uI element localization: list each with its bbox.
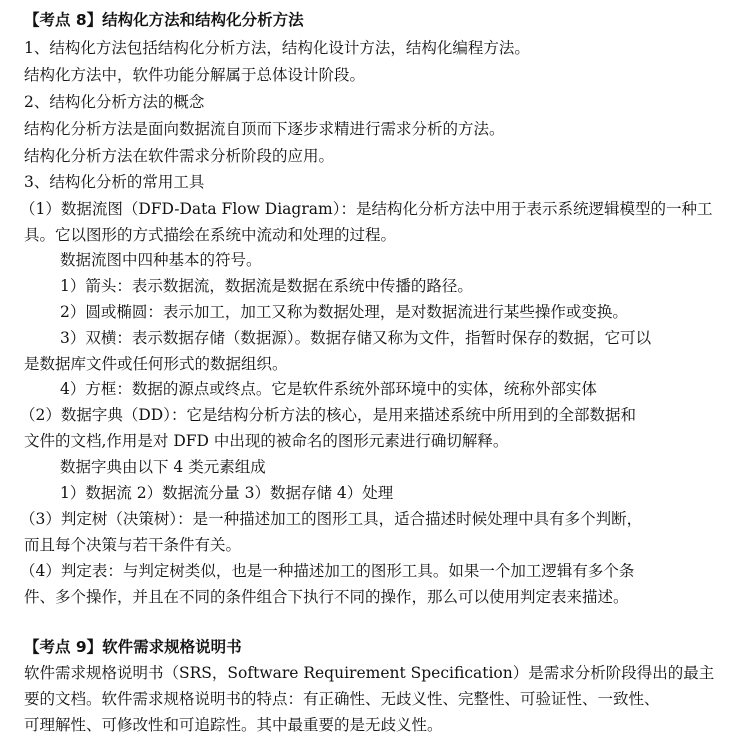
text-line: 是数据库文件或任何形式的数据组织。	[24, 355, 288, 373]
text-line: 结构化分析方法是面向数据流自顶而下逐步求精进行需求分析的方法。	[24, 120, 505, 138]
section9-heading: 【考点 9】软件需求规格说明书	[24, 638, 242, 656]
text-line: 数据流图中四种基本的符号。	[60, 251, 262, 269]
text-line: 4）方框：数据的源点或终点。它是软件系统外部环境中的实体，统称外部实体	[60, 380, 597, 398]
text-line: （2）数据字典（DD）：它是结构分析方法的核心，是用来描述系统中所用到的全部数据和	[20, 406, 636, 424]
text-line: 1）数据流 2）数据流分量 3）数据存储 4）处理	[60, 484, 394, 502]
text-line: 要的文档。软件需求规格说明书的特点：有正确性、无歧义性、完整性、可验证性、一致性、	[24, 690, 660, 708]
text-line: 而且每个决策与若干条件有关。	[24, 536, 242, 554]
text-line: （1）数据流图（DFD-Data Flow Diagram）：是结构化分析方法中用于表示系统逻辑模型的一种工	[20, 200, 713, 218]
text-line: 结构化分析方法在软件需求分析阶段的应用。	[24, 147, 335, 165]
text-line: 2）圆或椭圆：表示加工，加工又称为数据处理，是对数据流进行某些操作或变换。	[60, 303, 628, 321]
text-line: 1、结构化方法包括结构化分析方法，结构化设计方法，结构化编程方法。	[24, 39, 530, 57]
text-line: （4）判定表：与判定树类似，也是一种描述加工的图形工具。如果一个加工逻辑有多个条	[20, 562, 635, 580]
text-line: 具。它以图形的方式描绘在系统中流动和处理的过程。	[24, 226, 397, 244]
text-line: 3）双横：表示数据存储（数据源）。数据存储又称为文件，指暂时保存的数据，它可以	[60, 329, 652, 347]
text-line: 3、结构化分析的常用工具	[24, 173, 205, 191]
text-line: （3）判定树（决策树）：是一种描述加工的图形工具，适合描述时候处理中具有多个判断，	[20, 510, 643, 528]
text-line: 1）箭头：表示数据流，数据流是数据在系统中传播的路径。	[60, 277, 473, 295]
text-line: 可理解性、可修改性和可追踪性。其中最重要的是无歧义性。	[24, 716, 443, 734]
text-line: 件、多个操作，并且在不同的条件组合下执行不同的操作，那么可以使用判定表来描述。	[24, 588, 629, 606]
text-line: 数据字典由以下 4 类元素组成	[60, 458, 266, 476]
text-line: 2、结构化分析方法的概念	[24, 93, 205, 111]
text-line: 结构化方法中，软件功能分解属于总体设计阶段。	[24, 66, 366, 84]
text-line: 文件的文档,作用是对 DFD 中出现的被命名的图形元素进行确切解释。	[24, 432, 509, 450]
section8-heading: 【考点 8】结构化方法和结构化分析方法	[24, 11, 304, 29]
text-line: 软件需求规格说明书（SRS，Software Requirement Specification）是需求分析阶段得出的最主	[24, 664, 715, 682]
